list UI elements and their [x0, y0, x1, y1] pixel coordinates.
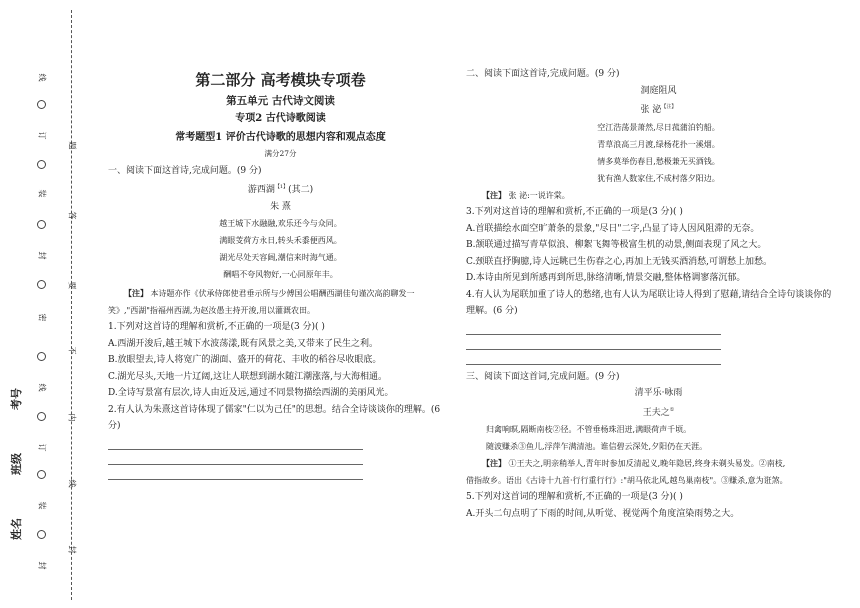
- ci-title: 清平乐·咏雨: [634, 388, 683, 398]
- gutter-char: 不: [67, 346, 77, 355]
- binding-hole-icon: [37, 160, 46, 169]
- poem-line: 酬唱不夸风物好,一心同原年丰。: [223, 270, 338, 279]
- question-2: 2.有人认为朱熹这首诗体现了儒家"仁以为己任"的思想。结合全诗谈谈你的理解。(6 分): [108, 404, 441, 431]
- binding-gutter: [0, 0, 100, 608]
- topic-title: 专项2 古代诗歌阅读: [235, 113, 326, 124]
- gutter-char: 要: [67, 281, 77, 290]
- right-column: [466, 66, 851, 522]
- binding-hole-icon: [37, 470, 46, 479]
- answer-line[interactable]: [108, 435, 363, 450]
- poem-body: [108, 215, 453, 283]
- type-title: 常考题型1 评价古代诗歌的思想内容和观点态度: [175, 131, 386, 143]
- unit-title: 第五单元 古代诗文阅读: [226, 94, 335, 107]
- gutter-char: 线: [37, 73, 47, 82]
- note2: 【注】 张 泌:一说许棠。: [482, 189, 570, 200]
- gutter-char: 封: [67, 545, 77, 554]
- ci-body: [466, 421, 851, 455]
- question-5: 5.下列对这首词的理解和赏析,不正确的一项是(3 分)( ): [466, 492, 683, 502]
- binding-hole-icon: [37, 530, 46, 539]
- poem-line: 越王城下水融融,欢乐还今与众同。: [219, 219, 342, 228]
- poem-title: 游西湖$^{【1】}$(其二): [247, 184, 314, 195]
- q1-option-b: B.放眼望去,诗人将宽广的湖面、盛开的荷花、丰收的稻谷尽收眼底。: [108, 355, 382, 365]
- poem-line: 空江浩荡景萧然,尽日菰蒲泊钓船。: [597, 122, 720, 132]
- gutter-char: 题: [67, 141, 77, 150]
- gutter-char: 订: [37, 443, 47, 452]
- question-4-cont: 理解。(6 分): [466, 306, 518, 316]
- gutter-char: 答: [67, 211, 77, 220]
- binding-hole-icon: [37, 280, 46, 289]
- gutter-char: 装: [37, 501, 47, 510]
- poem-line: 情多莫举伤春目,愁极兼无买酒钱。: [597, 156, 720, 166]
- q3-option-a: A.首联描绘水面空旷萧条的景象,"尽日"二字,凸显了诗人因风阻滞的无奈。: [466, 223, 760, 234]
- binding-hole-icon: [37, 220, 46, 229]
- gutter-char: 密: [37, 313, 47, 322]
- kaohao-label: 考号: [10, 388, 23, 410]
- section3-intro: 三、阅读下面这首词,完成问题。(9 分): [466, 371, 620, 382]
- q3-option-d: D.本诗由所见到所感再到所思,脉络清晰,情景交融,整体格调寥落沉郁。: [466, 273, 746, 283]
- poem-author: 朱 熹: [270, 201, 291, 212]
- poem-line: 满眼芰荷方永日,转头禾黍便西风。: [219, 236, 342, 245]
- poem2-body: [466, 119, 851, 187]
- answer-line[interactable]: [466, 320, 721, 335]
- q3-option-c: C.颈联直抒胸臆,诗人远眺已生伤春之心,再加上无钱买酒消愁,可谓愁上加愁。: [466, 256, 773, 267]
- note1: 【注】 本诗题亦作《伏承侍郎使君垂示所与少傅国公唱酬西湖佳句谨次高韵聊发一: [124, 288, 415, 298]
- gutter-char: 封: [37, 561, 47, 570]
- q5-option-a: A.开头二句点明了下雨的时间,从听觉、视觉两个角度渲染雨势之大。: [466, 508, 740, 519]
- gutter-char: 线: [37, 383, 47, 392]
- q3-option-b: B.颔联通过描写青草似浪、柳絮飞舞等极富生机的动景,侧面表现了风之大。: [466, 240, 767, 250]
- gutter-char: 订: [37, 131, 47, 140]
- left-column: [108, 72, 453, 480]
- ci-line: 归禽响暝,隔断南枝②径。不管垂杨珠泪迸,满眼荷声千顷。: [486, 425, 692, 434]
- gutter-char: 线: [67, 479, 77, 488]
- answer-line[interactable]: [108, 450, 363, 465]
- part-title: 第二部分 高考模块专项卷: [195, 71, 366, 89]
- section1-intro: 一、阅读下面这首诗,完成问题。(9 分): [108, 165, 262, 176]
- binding-hole-icon: [37, 100, 46, 109]
- section2-intro: 二、阅读下面这首诗,完成问题。(9 分): [466, 69, 620, 79]
- q1-option-d: D.全诗写景富有层次,诗人由近及远,通过不同景物描绘西湖的美丽风光。: [108, 388, 394, 398]
- ci-author: 王夫之①: [642, 406, 675, 418]
- binding-hole-icon: [37, 412, 46, 421]
- q1-option-a: A.西湖开浚后,越王城下水波荡漾,既有风景之美,又带来了民生之利。: [108, 338, 378, 349]
- question-4: 4.有人认为尾联加重了诗人的愁绪,也有人认为尾联让诗人得到了慰藉,请结合全诗句谈谈你的: [466, 289, 832, 300]
- banji-label: 班级: [10, 453, 23, 475]
- gutter-char: 封: [37, 251, 47, 260]
- poem2-title: 洞庭阻风: [640, 85, 677, 96]
- xingming-label: 姓名: [10, 518, 23, 540]
- ci-line: 随波赚杀③鱼儿,浮萍乍满清池。谁信碧云深处,夕阳仍在天涯。: [486, 442, 708, 451]
- note1-cont: 笑》,"西湖"指福州西湖,为赵汝愚主持开浚,用以灌溉农田。: [108, 305, 315, 315]
- answer-line[interactable]: [466, 335, 721, 350]
- binding-hole-icon: [37, 352, 46, 361]
- poem-line: 犹有渔人数家住,不成村落夕阳边。: [597, 173, 720, 183]
- gutter-char: 内: [67, 413, 77, 422]
- question-1: 1.下列对这首诗的理解和赏析,不正确的一项是(3 分)( ): [108, 322, 325, 332]
- question-3: 3.下列对这首诗的理解和赏析,不正确的一项是(3 分)( ): [466, 207, 683, 217]
- note3-cont: 借指故乡。语出《古诗十九首·行行重行行》:"胡马依北风,越鸟巢南枝"。③赚杀,意为诳煞。: [466, 475, 788, 485]
- gutter-char: 装: [37, 189, 47, 198]
- poem-line: 青草浪高三月渡,绿杨花扑一溪烟。: [597, 139, 720, 149]
- answer-line[interactable]: [466, 350, 721, 365]
- q1-option-c: C.湖光尽头,天地一片辽阔,这让人联想到湖水随江潮涨落,与大海相通。: [108, 371, 388, 382]
- score-text: 满分27分: [264, 149, 297, 158]
- note3: 【注】 ①王夫之,明亲稍举人,青年时参加反清起义,晚年隐居,终身未剃头易发。②南枝,: [482, 458, 786, 468]
- answer-line[interactable]: [108, 465, 363, 480]
- poem-line: 湖光尽处天容阔,潮信来时海气通。: [219, 253, 342, 262]
- binding-dashed-line: [71, 10, 72, 600]
- poem2-author: 张 泌$^{【注】}$: [640, 104, 677, 115]
